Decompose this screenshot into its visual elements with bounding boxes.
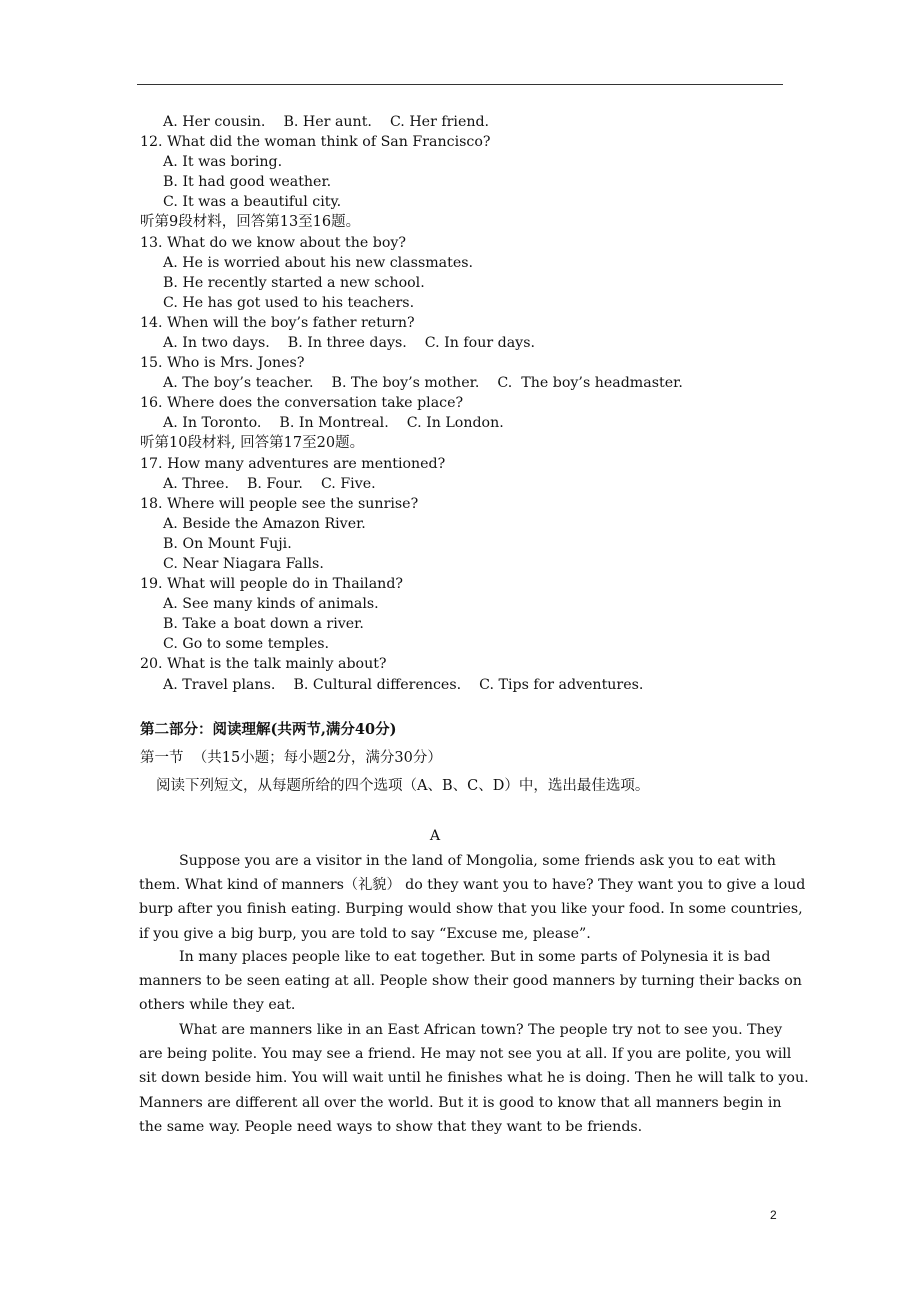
- q19-option-b: B. Take a boat down a river.: [163, 616, 364, 632]
- question-17: 17. How many adventures are mentioned?: [140, 456, 446, 472]
- question-14: 14. When will the boy’s father return?: [140, 315, 415, 331]
- q16-options: A. In Toronto. B. In Montreal. C. In London.: [163, 415, 504, 431]
- q13-option-b: B. He recently started a new school.: [163, 275, 425, 291]
- q17-options: A. Three. B. Four. C. Five.: [163, 476, 376, 492]
- q11-options: A. Her cousin. B. Her aunt. C. Her friend.: [163, 114, 490, 130]
- q12-option-c: C. It was a beautiful city.: [163, 194, 342, 210]
- q13-option-c: C. He has got used to his teachers.: [163, 295, 415, 311]
- reading-instruction: 阅读下列短文，从每题所给的四个选项（A、B、C、D）中，选出最佳选项。: [156, 778, 650, 794]
- passage-label: A: [429, 828, 441, 844]
- q13-option-a: A. He is worried about his new classmates.: [163, 255, 474, 271]
- q18-option-c: C. Near Niagara Falls.: [163, 556, 324, 572]
- q18-option-a: A. Beside the Amazon River.: [163, 516, 366, 532]
- q12-option-a: A. It was boring.: [163, 154, 283, 170]
- section-10-heading: 听第10段材料, 回答第17至20题。: [140, 435, 365, 451]
- section-one-title: 第一节 （共15小题；每小题2分，满分30分）: [140, 750, 442, 766]
- question-19: 19. What will people do in Thailand?: [140, 576, 404, 592]
- q18-option-b: B. On Mount Fuji.: [163, 536, 292, 552]
- passage-paragraph-1: Suppose you are a visitor in the land of Mongolia, some friends ask you to eat with them. What kind of manners（礼貌） do they want you to have? They want you to give a loud burp after you finish eating. Burping would show that you like your food. In some countries, if you give a big burp, you are told to say “Excuse me, please”.: [139, 853, 810, 942]
- q19-option-a: A. See many kinds of animals.: [163, 596, 379, 612]
- q20-options: A. Travel plans. B. Cultural differences. C. Tips for adventures.: [163, 677, 644, 693]
- q12-option-b: B. It had good weather.: [163, 174, 332, 190]
- part-two-title: 第二部分：阅读理解(共两节,满分40分): [140, 721, 397, 738]
- passage-paragraph-3: What are manners like in an East African town? The people try not to see you. They are being polite. You may see a friend. He may not see you at all. If you are polite, you will sit down beside him. You will wait until he finishes what he is doing. Then he will talk to you. Manners are different all over the world. But it is good to know that all manners begin in the same way. People need ways to show that they want to be friends.: [139, 1022, 814, 1135]
- question-18: 18. Where will people see the sunrise?: [140, 496, 419, 512]
- question-12: 12. What did the woman think of San Francisco?: [140, 134, 491, 150]
- question-15: 15. Who is Mrs. Jones?: [140, 355, 305, 371]
- passage-paragraph-2: In many places people like to eat together. But in some parts of Polynesia it is bad manners to be seen eating at all. People show their good manners by turning their backs on others while they eat.: [139, 949, 807, 1014]
- q15-options: A. The boy’s teacher. B. The boy’s mother. C. The boy’s headmaster.: [163, 375, 683, 391]
- q14-options: A. In two days. B. In three days. C. In four days.: [163, 335, 535, 351]
- question-16: 16. Where does the conversation take place?: [140, 395, 464, 411]
- q19-option-c: C. Go to some temples.: [163, 636, 330, 652]
- question-20: 20. What is the talk mainly about?: [140, 656, 387, 672]
- section-9-heading: 听第9段材料，回答第13至16题。: [140, 214, 361, 230]
- page-number: 2: [770, 1208, 777, 1222]
- header-rule: [137, 84, 783, 85]
- question-13: 13. What do we know about the boy?: [140, 235, 406, 251]
